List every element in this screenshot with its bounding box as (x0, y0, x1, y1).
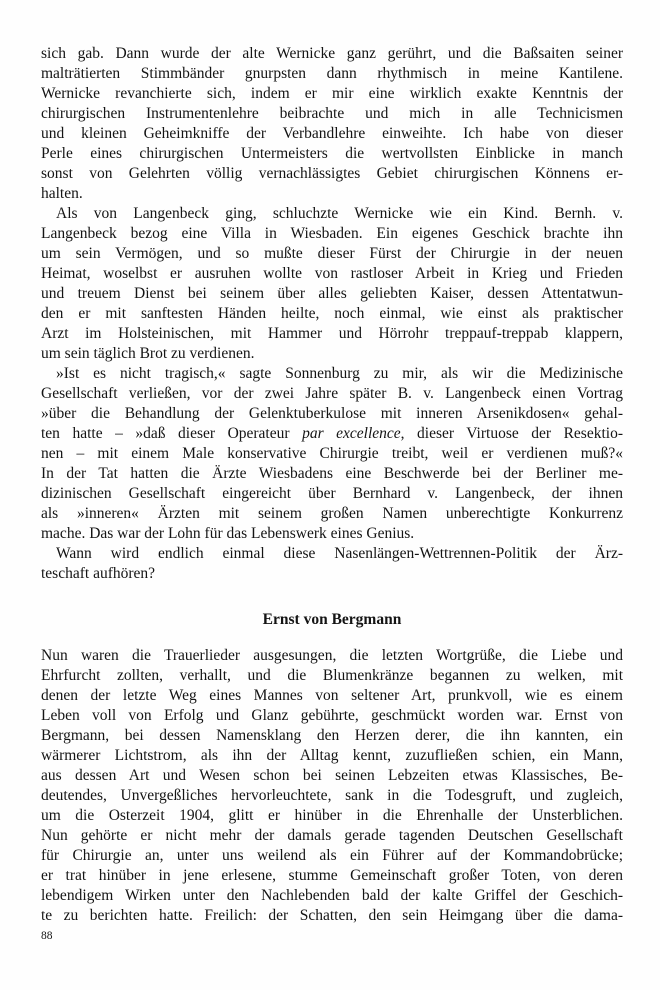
text-line: »Ist es nicht tragisch,« sagte Sonnenburg zu mir, als wir die Medizinische (56, 365, 623, 382)
text-line: halten. (41, 185, 83, 202)
text-line: Perle eines chirurgischen Untermeisters die wertvollsten Einblicke in manch (41, 145, 623, 162)
italic-phrase: par excellence (302, 425, 401, 442)
text-line: er trat hinüber in jene erlesene, stumme Gemeinschaft großer Toten, von deren (41, 867, 623, 884)
text-line: Ehrfurcht zollten, verhallt, und die Blumenkränze begannen zu welken, mit (41, 667, 623, 684)
text-line: chirurgischen Instrumentenlehre beibrachte und mich in alle Technicismen (41, 105, 623, 122)
text-line: und kleinen Geheimkniffe der Verbandlehre einweihte. Ich habe von dieser (41, 125, 623, 142)
text-line: als »inneren« Ärzten mit seinem großen Namen unberechtigte Konkurrenz (41, 505, 623, 522)
paragraphs-before-heading (41, 44, 623, 584)
text-line: Bergmann, bei dessen Namensklang den Herzen derer, die ihn kannten, ein (41, 727, 623, 744)
text-line (41, 424, 623, 444)
text-line: Heimat, woselbst er ausruhen wollte von rastloser Arbeit in Krieg und Frieden (41, 265, 623, 282)
text-line: »über die Behandlung der Gelenktuberkulose mit inneren Arsenikdosen« gehal- (41, 405, 623, 422)
text-line: für Chirurgie an, unter uns weilend als ein Führer auf der Kommandobrücke; (41, 847, 623, 864)
text-segment: , dieser Virtuose der Resektio- (400, 425, 623, 442)
text-line: Nun gehörte er nicht mehr der damals gerade tagenden Deutschen Gesellschaft (41, 827, 623, 844)
text-line: Arzt im Holsteinischen, mit Hammer und Hörrohr treppauf-treppab klappern, (41, 325, 623, 342)
text-line: te zu berichten hatte. Freilich: der Schatten, den sein Heimgang über die dama- (41, 907, 623, 924)
paragraph (41, 204, 623, 364)
text-line: Wernicke revanchierte sich, indem er mir eine wirklich exakte Kenntnis der (41, 85, 623, 102)
paragraph (41, 44, 623, 204)
text-line: um sein täglich Brot zu verdienen. (41, 345, 255, 362)
text-line: und treuem Dienst bei seinem über alles geliebten Kaiser, dessen Attentatwun- (41, 285, 623, 302)
text-segment: ten hatte – »daß dieser Operateur (41, 425, 303, 442)
paragraph (41, 544, 623, 584)
text-line: aus dessen Art und Wesen schon bei seinen Lebzeiten etwas Klassisches, Be- (41, 767, 623, 784)
text-line: nen – mit einem Male konservative Chirurgie treibt, weil er verdienen muß?« (41, 445, 623, 462)
text-line: lebendigem Wirken unter den Nachlebenden bald der kalte Griffel der Geschich- (41, 887, 623, 904)
text-line: malträtierten Stimmbänder gnurpsten dann rhythmisch in meine Kantilene. (41, 65, 623, 82)
text-line: Leben voll von Erfolg und Glanz gebührte, geschmückt worden war. Ernst von (41, 707, 623, 724)
text-line: um sein Vermögen, und so mußte dieser Fürst der Chirurgie in der neuen (41, 245, 623, 262)
text-line: Nun waren die Trauerlieder ausgesungen, die letzten Wortgrüße, die Liebe und (41, 647, 623, 664)
text-line: wärmerer Lichtstrom, als ihn der Alltag kennt, zuzufließen schien, ein Mann, (41, 747, 623, 764)
text-line: teschaft aufhören? (41, 565, 156, 582)
text-line: dizinischen Gesellschaft eingereicht über Bernhard v. Langenbeck, der ihnen (41, 485, 623, 502)
book-page-text-block (41, 44, 623, 926)
text-line: Als von Langenbeck ging, schluchzte Wernicke wie ein Kind. Bernh. v. (56, 205, 623, 222)
text-line: um die Osterzeit 1904, glitt er hinüber in die Ehrenhalle der Unsterblichen. (41, 807, 623, 824)
text-line: mache. Das war der Lohn für das Lebenswerk eines Genius. (41, 525, 415, 542)
text-line: denen der letzte Weg eines Mannes von seltener Art, prunkvoll, wie es einem (41, 687, 623, 704)
page-number: 88 (41, 930, 53, 942)
paragraphs-after-heading (41, 646, 623, 926)
text-line: Langenbeck bezog eine Villa in Wiesbaden. Ein eigenes Geschick brachte ihn (41, 225, 623, 242)
text-line: Gesellschaft verließen, vor der zwei Jahre später B. v. Langenbeck einen Vortrag (41, 385, 623, 402)
text-line: sich gab. Dann wurde der alte Wernicke ganz gerührt, und die Baßsaiten seiner (41, 45, 623, 62)
paragraph (41, 364, 623, 544)
text-line: deutendes, Unvergeßliches hervorleuchtete, sank in die Todesgruft, und zugleich, (41, 787, 623, 804)
paragraph (41, 646, 623, 926)
text-line: In der Tat hatten die Ärzte Wiesbadens eine Beschwerde bei der Berliner me- (41, 465, 623, 482)
text-line: den er mit sanftesten Händen heilte, noch einmal, wie einst als praktischer (41, 305, 623, 322)
text-line: sonst von Gelehrten völlig vernachlässigtes Gebiet chirurgischen Könnens er- (41, 165, 623, 182)
text-line: Wann wird endlich einmal diese Nasenlängen-Wettrennen-Politik der Ärz- (56, 545, 623, 562)
section-heading: Ernst von Bergmann (262, 611, 402, 628)
